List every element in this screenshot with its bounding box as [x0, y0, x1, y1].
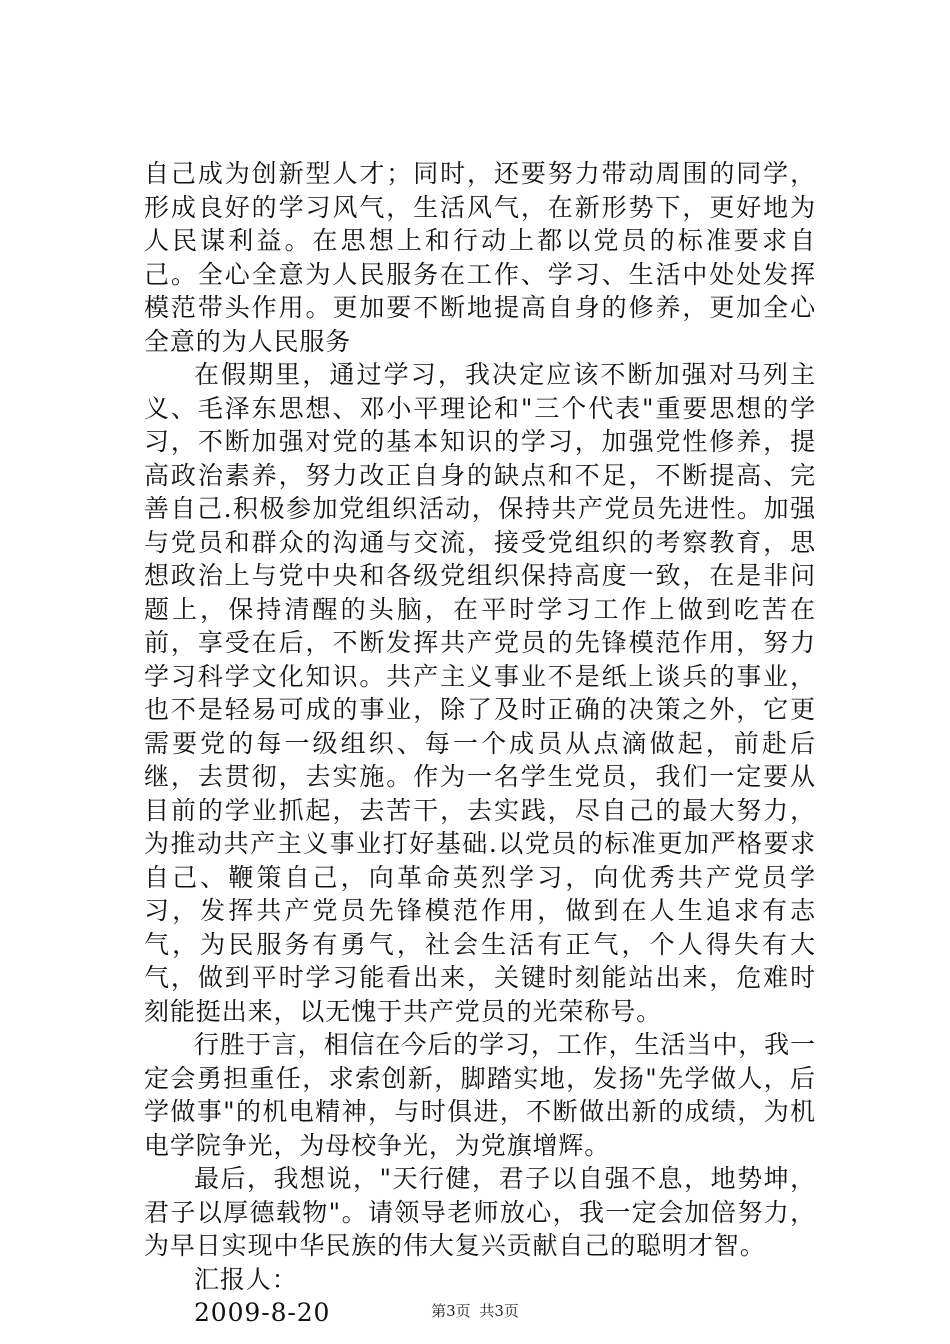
reporter-label: 汇报人：: [194, 1264, 298, 1294]
paragraph-continued: 自己成为创新型人才；同时，还要努力带动周围的同学，形成良好的学习风气，生活风气，在新形势下，更好地为人民谋利益。在思想上和行动上都以党员的标准要求自己。全心全意为人民服务在工作、学习、生活中处处发挥模范带头作用。更加要不断地提高自身的修养，更加全心全意的为人民服务: [144, 159, 816, 356]
paragraph-commitment: 行胜于言，相信在今后的学习，工作，生活当中，我一定会勇担重任，求索创新，脚踏实地，发扬"先学做人，后学做事"的机电精神，与时俱进，不断做出新的成绩，为机电学院争光，为母校争光，为党旗增辉。: [144, 1030, 816, 1160]
document-body: [144, 157, 816, 1330]
paragraph-study: 在假期里，通过学习，我决定应该不断加强对马列主义、毛泽东思想、邓小平理论和"三个代表"重要思想的学习，不断加强对党的基本知识的学习，加强党性修养，提高政治素养，努力改正自身的缺点和不足，不断提高、完善自己.积极参加党组织活动，保持共产党员先进性。加强与党员和群众的沟通与交流，接受党组织的考察教育，思想政治上与党中央和各级党组织保持高度一致，在是非问题上，保持清醒的头脑，在平时学习工作上做到吃苦在前，享受在后，不断发挥共产党员的先锋模范作用，努力学习科学文化知识。共产主义事业不是纸上谈兵的事业，也不是轻易可成的事业，除了及时正确的决策之外，它更需要党的每一级组织、每一个成员从点滴做起，前赴后继，去贯彻，去实施。作为一名学生党员，我们一定要从目前的学业抓起，去苦干，去实践，尽自己的最大努力，为推动共产主义事业打好基础.以党员的标准更加严格要求自己、鞭策自己，向革命英烈学习，向优秀共产党员学习，发挥共产党员先锋模范作用，做到在人生追求有志气，为民服务有勇气，社会生活有正气，个人得失有大气，做到平时学习能看出来，关键时刻能站出来，危难时刻能挺出来，以无愧于共产党员的光荣称号。: [144, 360, 816, 1026]
report-date: 2009-8-20: [194, 1298, 331, 1327]
page-total: 共3页: [479, 1302, 519, 1320]
paragraph-closing: 最后，我想说，"天行健，君子以自强不息，地势坤，君子以厚德载物"。请领导老师放心，我一定会加倍努力，为早日实现中华民族的伟大复兴贡献自己的聪明才智。: [144, 1164, 816, 1260]
page-footer: [0, 1300, 950, 1321]
page-number: 第3页: [431, 1302, 471, 1320]
